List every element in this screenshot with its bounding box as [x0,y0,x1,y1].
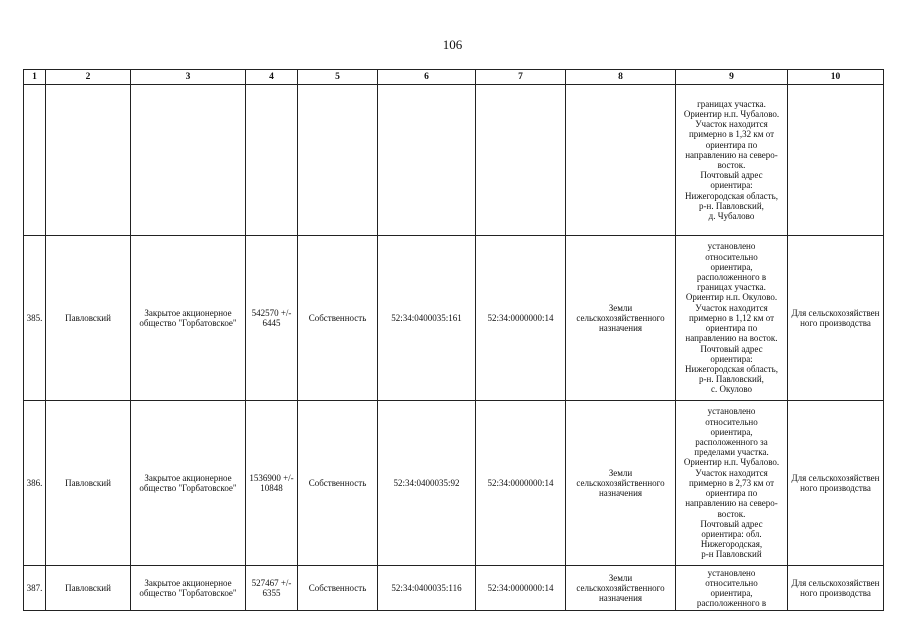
cell-location: установлено относительно ориентира, расположенного за пределами участка. Ориентир н.п. Чубалово. Участок находится примерно в 2,73 км от ориентира по направлению на северо- восток. Почтовый адрес ориентира: обл. Нижегородская, р-н Павловский [676,401,788,566]
table-row [24,236,884,401]
table-row [24,566,884,611]
header-row [24,70,884,85]
cell-location: установлено относительно ориентира, расположенного в [676,566,788,611]
cell-parent: 52:34:0000000:14 [476,566,566,611]
cell-category: Земли сельскохозяйственного назначения [566,236,676,401]
land-register-table [23,69,884,611]
cell-cadastral: 52:34:0400035:92 [378,401,476,566]
cell-num [24,85,46,236]
column-header: 4 [246,70,298,85]
cell-category [566,85,676,236]
cell-category: Земли сельскохозяйственного назначения [566,401,676,566]
cell-district: Павловский [46,566,131,611]
cell-cadastral: 52:34:0400035:116 [378,566,476,611]
cell-district: Павловский [46,401,131,566]
column-header: 5 [298,70,378,85]
cell-area [246,85,298,236]
column-header: 7 [476,70,566,85]
cell-parent [476,85,566,236]
cell-right [298,85,378,236]
cell-location: установлено относительно ориентира, расположенного в границах участка. Ориентир н.п. Окулово. Участок находится примерно в 1,12 км от ориентира по направлению на восток. Почтовый адрес ориентира: Нижегородская область, р-н. Павловский, с. Окулово [676,236,788,401]
cell-owner: Закрытое акционерное общество "Горбатовское" [131,236,246,401]
cell-use: Для сельскохозяйствен ного производства [788,236,884,401]
cell-owner: Закрытое акционерное общество "Горбатовское" [131,401,246,566]
cell-area: 1536900 +/- 10848 [246,401,298,566]
cell-parent: 52:34:0000000:14 [476,401,566,566]
cell-owner: Закрытое акционерное общество "Горбатовское" [131,566,246,611]
cell-use [788,85,884,236]
cell-num: 385. [24,236,46,401]
cell-right: Собственность [298,236,378,401]
column-header: 10 [788,70,884,85]
column-header: 1 [24,70,46,85]
cell-use: Для сельскохозяйствен ного производства [788,566,884,611]
cell-area: 527467 +/- 6355 [246,566,298,611]
cell-district: Павловский [46,236,131,401]
column-header: 3 [131,70,246,85]
cell-cadastral [378,85,476,236]
cell-district [46,85,131,236]
cell-parent: 52:34:0000000:14 [476,236,566,401]
table-row [24,85,884,236]
cell-num: 386. [24,401,46,566]
table-row [24,401,884,566]
cell-location: границах участка. Ориентир н.п. Чубалово. Участок находится примерно в 1,32 км от ориентира по направлению на северо- восток. Почтовый адрес ориентира: Нижегородская область, р-н. Павловский, д. Чубалово [676,85,788,236]
column-header: 8 [566,70,676,85]
cell-right: Собственность [298,566,378,611]
cell-area: 542570 +/- 6445 [246,236,298,401]
cell-num: 387. [24,566,46,611]
column-header: 6 [378,70,476,85]
column-header: 9 [676,70,788,85]
cell-cadastral: 52:34:0400035:161 [378,236,476,401]
cell-right: Собственность [298,401,378,566]
page-number: 106 [442,37,463,52]
cell-category: Земли сельскохозяйственного назначения [566,566,676,611]
cell-owner [131,85,246,236]
column-header: 2 [46,70,131,85]
cell-use: Для сельскохозяйствен ного производства [788,401,884,566]
